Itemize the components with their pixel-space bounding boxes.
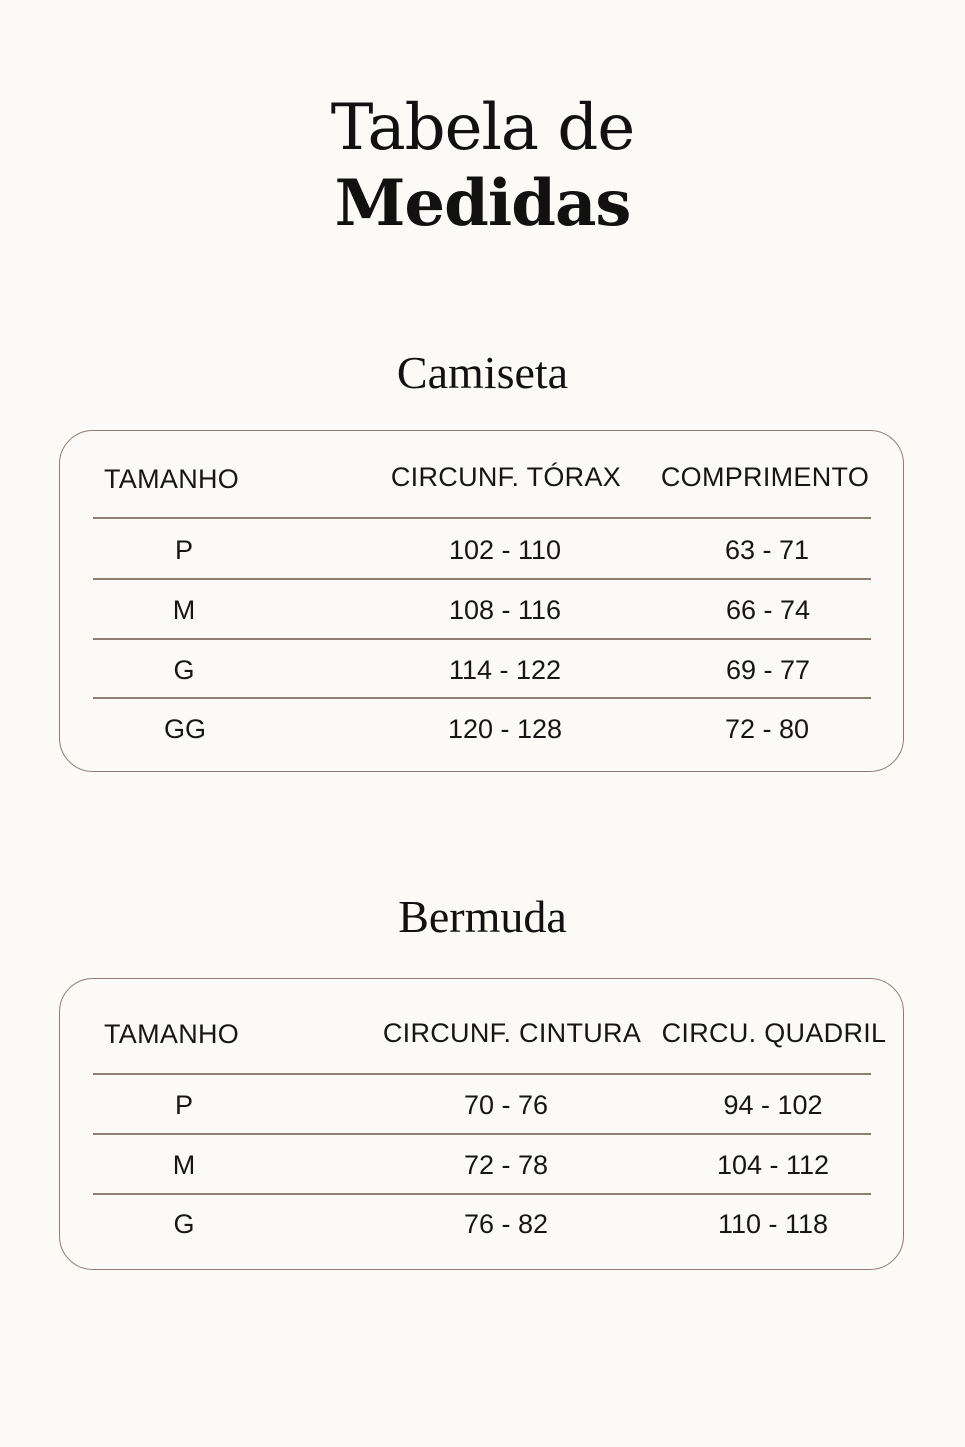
camiseta-row-divider	[93, 578, 871, 580]
bermuda-header-divider	[93, 1073, 871, 1075]
camiseta-row-divider	[93, 638, 871, 640]
camiseta-header-comprimento: COMPRIMENTO	[660, 462, 870, 492]
bermuda-section-title: Bermuda	[398, 891, 567, 942]
camiseta-row-g-size: G	[173, 655, 195, 685]
camiseta-header-tamanho: TAMANHO	[104, 464, 240, 494]
camiseta-section-title: Camiseta	[396, 347, 569, 398]
camiseta-row-gg-torax: 120 - 128	[447, 714, 563, 744]
camiseta-header-torax: CIRCUNF. TÓRAX	[390, 462, 622, 492]
camiseta-row-m-size: M	[172, 595, 196, 625]
camiseta-row-p-comprimento: 63 - 71	[724, 535, 810, 565]
bermuda-row-g-size: G	[173, 1209, 195, 1239]
camiseta-row-gg-size: GG	[163, 714, 207, 744]
bermuda-header-quadril: CIRCU. QUADRIL	[661, 1018, 887, 1048]
bermuda-row-m-size: M	[172, 1150, 196, 1180]
bermuda-row-p-cintura: 70 - 76	[463, 1090, 549, 1120]
bermuda-row-g-cintura: 76 - 82	[463, 1209, 549, 1239]
bermuda-header-cintura: CIRCUNF. CINTURA	[382, 1018, 642, 1048]
camiseta-row-p-torax: 102 - 110	[448, 535, 562, 565]
bermuda-header-tamanho: TAMANHO	[104, 1019, 240, 1049]
camiseta-header-divider	[93, 517, 871, 519]
camiseta-row-p-size: P	[174, 535, 194, 565]
bermuda-row-g-quadril: 110 - 118	[717, 1209, 829, 1239]
bermuda-row-m-cintura: 72 - 78	[463, 1150, 549, 1180]
bermuda-row-divider	[93, 1193, 871, 1195]
camiseta-row-divider	[93, 697, 871, 699]
page-title-line-1: Tabela de	[330, 91, 635, 165]
camiseta-row-g-torax: 114 - 122	[448, 655, 562, 685]
camiseta-row-gg-comprimento: 72 - 80	[724, 714, 810, 744]
camiseta-row-m-torax: 108 - 116	[448, 595, 562, 625]
camiseta-row-m-comprimento: 66 - 74	[725, 595, 811, 625]
camiseta-row-g-comprimento: 69 - 77	[725, 655, 811, 685]
page-title-line-2: Medidas	[334, 166, 631, 241]
bermuda-row-p-size: P	[174, 1090, 194, 1120]
bermuda-row-divider	[93, 1133, 871, 1135]
bermuda-row-m-quadril: 104 - 112	[716, 1150, 830, 1180]
bermuda-row-p-quadril: 94 - 102	[723, 1090, 823, 1120]
